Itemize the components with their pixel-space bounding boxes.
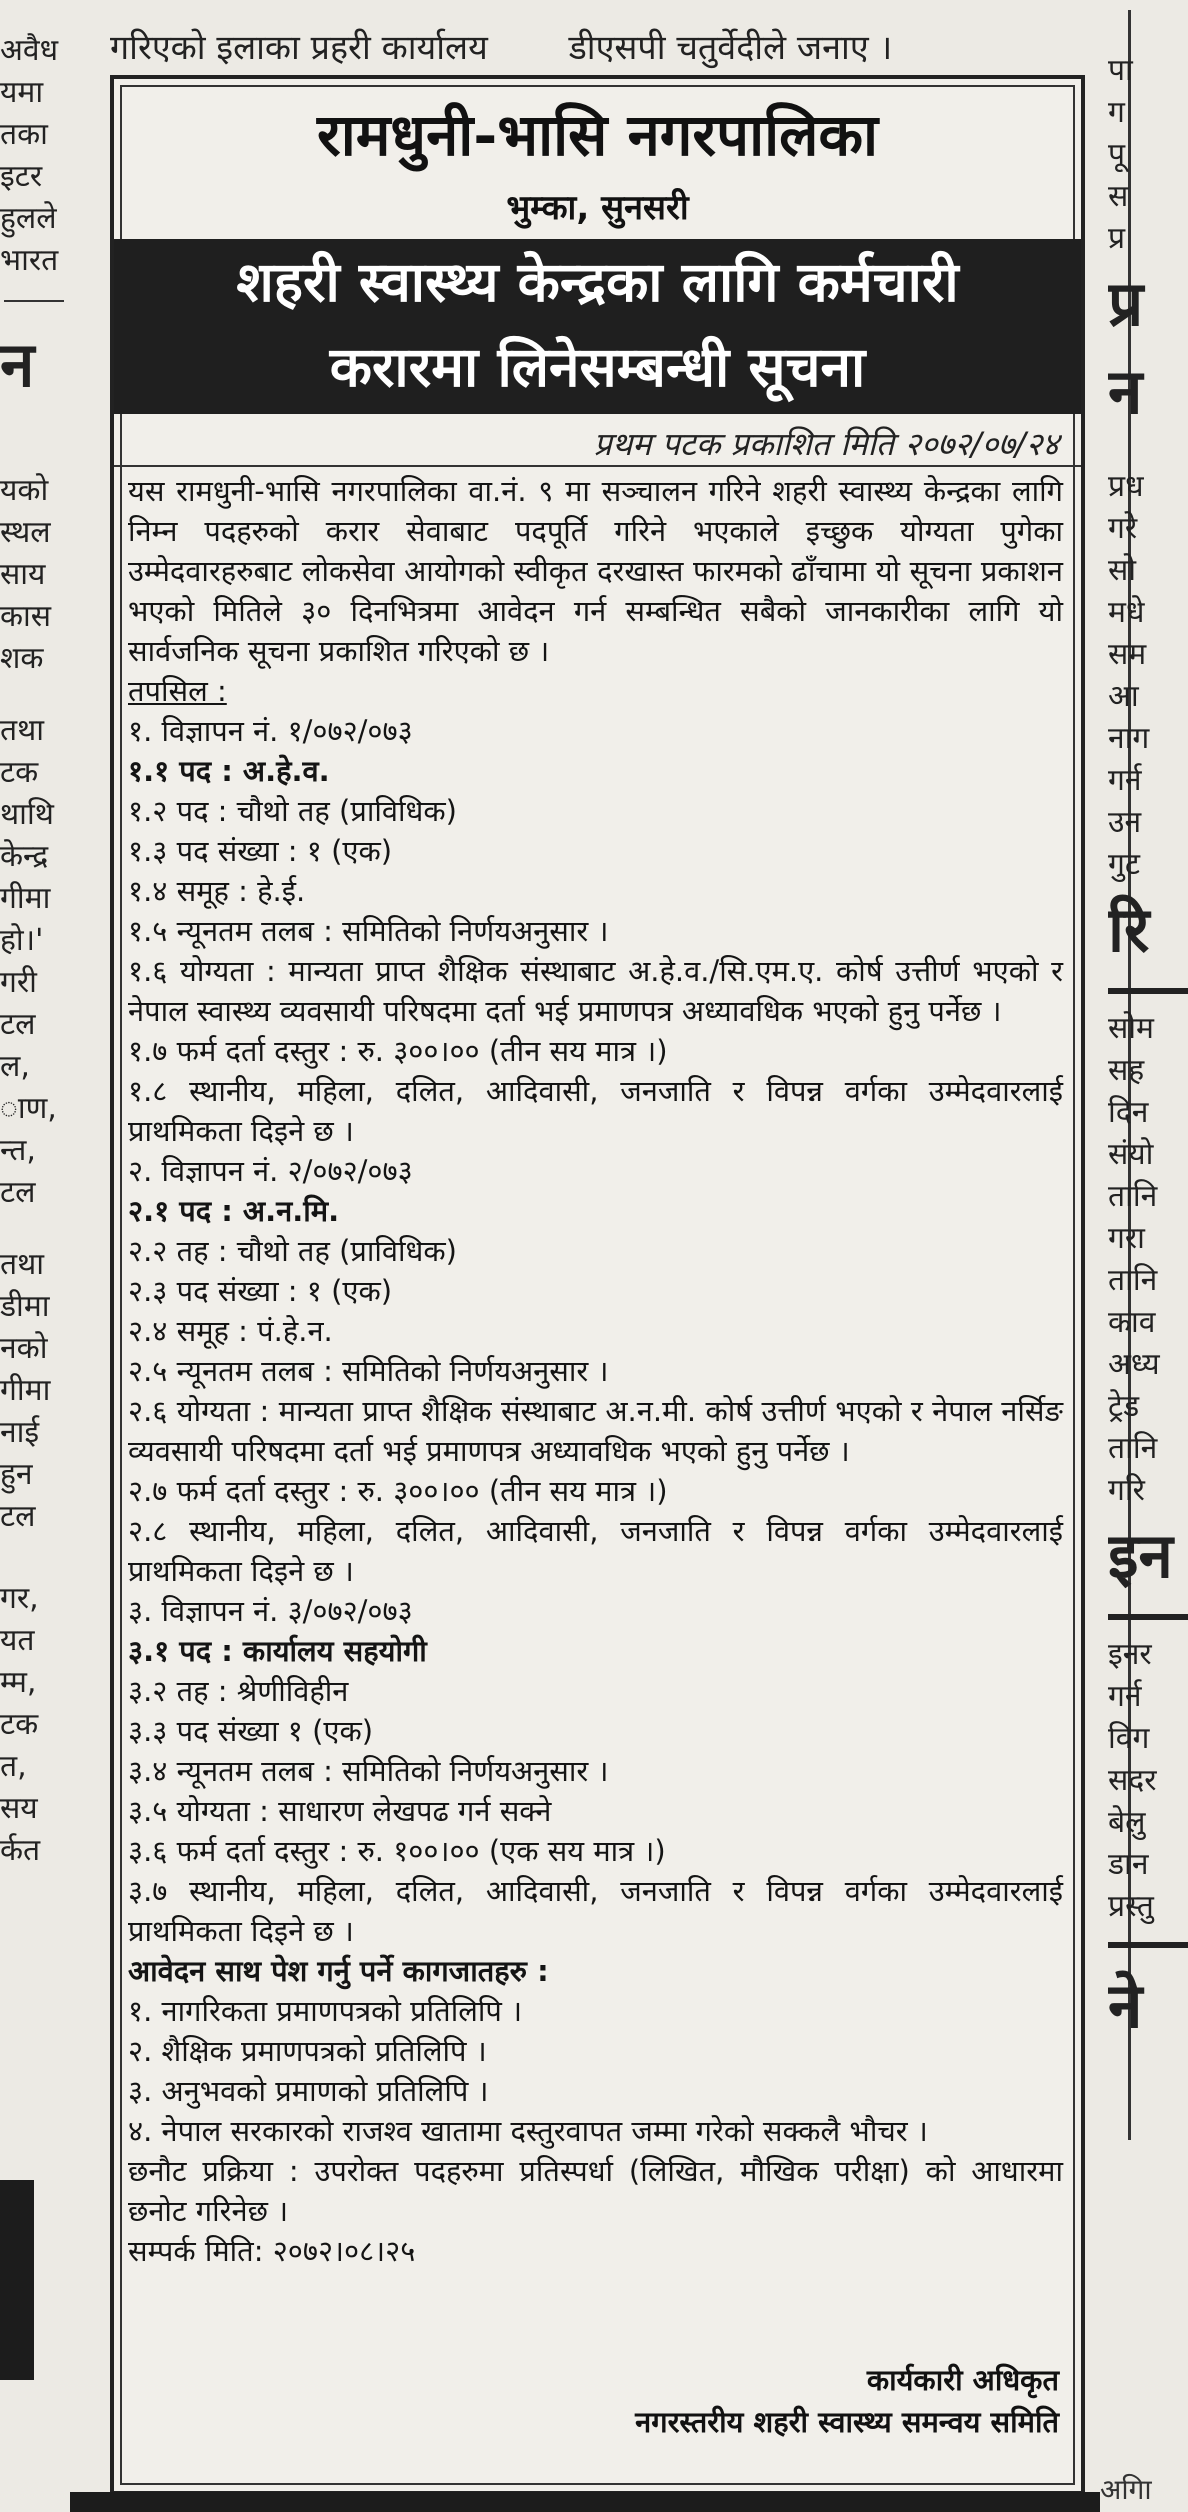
column-headline-fragment: न [0, 328, 35, 401]
ad2-priority: २.८ स्थानीय, महिला, दलित, आदिवासी, जनजाति र विपन्न वर्गका उम्मेदवारलाई प्राथमिकता दिइने छ । [128, 1514, 1063, 1588]
intro-paragraph: यस रामधुनी-भासि नगरपालिका वा.नं. ९ मा सञ्चालन गरिने शहरी स्वास्थ्य केन्द्रका लागि निम्न पदहरुको करार सेवाबाट पदपूर्ति गरिने भएकाले इच्छुक योग्यता पुगेका उम्मेदवारहरुबाट लोकसेवा आयोगको स्वीकृत दरखास्त फारमको ढाँचामा यो सूचना प्रकाशन भएको मितिले ३० दिनभित्रमा आवेदन गर्न सम्बन्धित सबैको जानकारीका लागि यो सार्वजनिक सूचना प्रकाशित गरिएको छ । [128, 474, 1063, 668]
documents-heading: आवेदन साथ पेश गर्नु पर्ने कागजातहरु : [128, 1954, 549, 1988]
column-spacer [0, 1538, 78, 1578]
column-fragment: सय [0, 1791, 38, 1826]
bottom-black-band [70, 2492, 1100, 2512]
column-fragment: तानि [1108, 1263, 1158, 1298]
published-date: प्रथम पटक प्रकाशित मिति २०७२/०७/२४ [593, 425, 1059, 463]
column-fragment: मधे [1108, 595, 1145, 630]
document-item: ४. नेपाल सरकारको राजश्व खातामा दस्तुरवापत जम्मा गरेको सक्कलै भौचर । [128, 2114, 928, 2148]
column-headline-fragment: न [1108, 355, 1143, 428]
ad3-post: ३.१ पद : कार्यालय सहयोगी [128, 1634, 427, 1668]
column-fragment: ग [1108, 95, 1125, 130]
column-fragment: गर्न [1108, 763, 1142, 798]
column-fragment: गर, [0, 1581, 39, 1616]
column-fragment: त, [0, 1749, 27, 1784]
column-fragment: नको [0, 1331, 48, 1366]
column-fragment: सो [1108, 553, 1137, 588]
signatory-org: नगरस्तरीय शहरी स्वास्थ्य समन्वय समिति [635, 2405, 1059, 2439]
document-item: १. नागरिकता प्रमाणपत्रको प्रतिलिपि । [128, 1994, 523, 2028]
column-fragment: भारत [0, 243, 59, 278]
contact-date: सम्पर्क मिति: २०७२।०८।२५ [128, 2234, 416, 2268]
adjacent-article-strip [110, 18, 1070, 78]
ad2-group: २.४ समूह : पं.हे.न. [128, 1314, 333, 1348]
column-fragment: संयो [1108, 1137, 1154, 1172]
ad2-qualification: २.६ योग्यता : मान्यता प्राप्त शैक्षिक संस्थाबाट अ.न.मी. कोर्ष उत्तीर्ण भएको र नेपाल नर्सिङ व्यवसायी परिषदमा दर्ता भई प्रमाणपत्र अध्यावधिक भएको हुनु पर्नेछ । [128, 1394, 1063, 1468]
column-fragment: तथा [0, 1247, 45, 1282]
adjacent-corner-text: अगाि [1100, 2473, 1152, 2506]
column-fragment: डान [1108, 1847, 1149, 1882]
column-headline-fragment: ने [1108, 1969, 1143, 2042]
column-fragment: टल [0, 1499, 36, 1534]
column-fragment: अध्य [1108, 1347, 1160, 1382]
column-fragment: विग [1108, 1721, 1150, 1756]
column-fragment: गरि [1108, 1473, 1145, 1508]
column-fragment: गर्न [1108, 1679, 1142, 1714]
ad1-group: १.४ समूह : हे.ई. [128, 874, 306, 908]
column-fragment: टल [0, 1175, 36, 1210]
column-fragment: स [1108, 179, 1129, 214]
notice-body [128, 471, 1063, 2268]
municipality-location: भुम्का, सुनसरी [506, 188, 689, 228]
ad1-salary: १.५ न्यूनतम तलब : समितिको निर्णयअनुसार । [128, 914, 609, 948]
column-fragment: ट्रेड [1108, 1389, 1140, 1424]
column-fragment: सह [1108, 1053, 1145, 1088]
column-fragment: टक [0, 755, 39, 790]
divider [114, 465, 1081, 467]
column-fragment: गीमा [0, 881, 51, 916]
adjacent-text: गरिएको इलाका प्रहरी कार्यालय [110, 28, 488, 68]
column-fragment: यको [0, 473, 49, 508]
notice-heading-line1: शहरी स्वास्थ्य केन्द्रका लागि कर्मचारी [236, 249, 959, 314]
ad3-number: ३. विज्ञापन नं. ३/०७२/०७३ [128, 1594, 413, 1628]
column-fragment: प्र [1108, 221, 1126, 256]
column-fragment: बेलु [1108, 1805, 1146, 1840]
column-divider [1108, 988, 1188, 994]
column-fragment: उन [1108, 805, 1142, 840]
left-black-block [0, 2180, 34, 2380]
column-fragment: साय [0, 557, 46, 592]
column-fragment: कास [0, 599, 52, 634]
column-fragment: शक [0, 641, 44, 676]
column-fragment: यत [0, 1623, 35, 1658]
signature-block [339, 2359, 1059, 2443]
column-fragment: र्कत [0, 1833, 41, 1868]
column-fragment: प्रस्तु [1108, 1889, 1154, 1924]
details-heading: तपसिल : [128, 674, 227, 708]
column-divider [1108, 1942, 1188, 1948]
column-divider [4, 300, 64, 302]
column-fragment: सम [1108, 637, 1147, 672]
column-headline-fragment: इन [1108, 1519, 1173, 1592]
column-fragment: तथा [0, 713, 45, 748]
column-fragment: हो।' [0, 923, 44, 958]
column-spacer [0, 410, 78, 470]
ad1-fee: १.७ फर्म दर्ता दस्तुर : रु. ३००।०० (तीन सय मात्र ।) [128, 1034, 668, 1068]
column-fragment: नाग [1108, 721, 1150, 756]
ad3-priority: ३.७ स्थानीय, महिला, दलित, आदिवासी, जनजाति र विपन्न वर्गका उम्मेदवारलाई प्राथमिकता दिइने छ । [128, 1874, 1063, 1948]
ad2-count: २.३ पद संख्या : १ (एक) [128, 1274, 393, 1308]
signatory-title: कार्यकारी अधिकृत [866, 2363, 1059, 2397]
column-fragment: गरी [0, 965, 37, 1000]
column-fragment: टक [0, 1707, 39, 1742]
column-fragment: सदर [1108, 1763, 1157, 1798]
column-spacer [0, 680, 78, 710]
ad1-qualification: १.६ योग्यता : मान्यता प्राप्त शैक्षिक संस्थाबाट अ.हे.व./सि.एम.ए. कोर्ष उत्तीर्ण भएको र नेपाल स्वास्थ्य व्यवसायी परिषदमा दर्ता भई प्रमाणपत्र अध्यावधिक भएको हुनु पर्नेछ । [128, 954, 1063, 1028]
ad3-level: ३.२ तह : श्रेणीविहीन [128, 1674, 349, 1708]
column-fragment: दिन [1108, 1095, 1149, 1130]
right-adjacent-column [1108, 50, 1188, 2490]
column-fragment: यमा [0, 75, 44, 110]
column-fragment: आ [1108, 679, 1139, 714]
ad2-number: २. विज्ञापन नं. २/०७२/०७३ [128, 1154, 413, 1188]
column-headline-fragment: प्र [1108, 267, 1144, 340]
column-fragment: गुट [1108, 847, 1141, 882]
ad1-level: १.२ पद : चौथो तह (प्राविधिक) [128, 794, 457, 828]
document-item: २. शैक्षिक प्रमाणपत्रको प्रतिलिपि । [128, 2034, 487, 2068]
column-fragment: हुन [0, 1457, 33, 1492]
column-fragment: प्रध [1108, 469, 1144, 504]
ad2-salary: २.५ न्यूनतम तलब : समितिको निर्णयअनुसार । [128, 1354, 609, 1388]
column-fragment: गरा [1108, 1221, 1145, 1256]
column-fragment: अवैध [0, 33, 59, 68]
notice-heading-line2: करारमा लिनेसम्बन्धी सूचना [329, 334, 866, 399]
column-fragment: नाई [0, 1415, 40, 1450]
column-fragment: थाथि [0, 797, 54, 832]
left-adjacent-column [0, 30, 78, 2330]
column-fragment: स्थल [0, 515, 51, 550]
column-fragment: ल, [0, 1049, 30, 1084]
adjacent-text: डीएसपी चतुर्वेदीले जनाए । [568, 28, 893, 68]
ad1-number: १. विज्ञापन नं. १/०७२/०७३ [128, 714, 413, 748]
ad1-priority: १.८ स्थानीय, महिला, दलित, आदिवासी, जनजाति र विपन्न वर्गका उम्मेदवारलाई प्राथमिकता दिइने छ । [128, 1074, 1063, 1148]
column-fragment: काव [1108, 1305, 1156, 1340]
column-fragment: डीमा [0, 1289, 50, 1324]
column-fragment: हुलले [0, 201, 57, 236]
column-fragment: गीमा [0, 1373, 51, 1408]
column-fragment: टल [0, 1007, 36, 1042]
recruitment-notice [110, 75, 1085, 2495]
column-fragment: केन्द्र [0, 839, 49, 874]
ad3-salary: ३.४ न्यूनतम तलब : समितिको निर्णयअनुसार । [128, 1754, 609, 1788]
ad2-level: २.२ तह : चौथो तह (प्राविधिक) [128, 1234, 457, 1268]
ad2-fee: २.७ फर्म दर्ता दस्तुर : रु. ३००।०० (तीन सय मात्र ।) [128, 1474, 668, 1508]
column-fragment: म्म, [0, 1665, 37, 1700]
column-spacer [0, 1214, 78, 1244]
selection-process: छनौट प्रक्रिया : उपरोक्त पदहरुमा प्रतिस्पर्धा (लिखित, मौखिक परीक्षा) को आधारमा छनोट गरिनेछ । [128, 2154, 1063, 2228]
column-fragment: इनर [1108, 1637, 1152, 1672]
ad2-post: २.१ पद : अ.न.मि. [128, 1194, 340, 1228]
ad3-count: ३.३ पद संख्या १ (एक) [128, 1714, 374, 1748]
column-fragment: पा [1108, 53, 1133, 88]
ad1-count: १.३ पद संख्या : १ (एक) [128, 834, 393, 868]
column-fragment: तानि [1108, 1431, 1158, 1466]
municipality-name: रामधुनी-भासि नगरपालिका [316, 101, 879, 169]
column-fragment: सोम [1108, 1011, 1154, 1046]
ad1-post: १.१ पद : अ.हे.व. [128, 754, 330, 788]
column-fragment: तानि [1108, 1179, 1158, 1214]
ad3-qualification: ३.५ योग्यता : साधारण लेखपढ गर्न सक्ने [128, 1794, 552, 1828]
column-fragment: न्त, [0, 1133, 36, 1168]
column-fragment: गरे [1108, 511, 1138, 546]
notice-heading-box [114, 239, 1081, 414]
ad3-fee: ३.६ फर्म दर्ता दस्तुर : रु. १००।०० (एक सय मात्र ।) [128, 1834, 666, 1868]
column-spacer [1108, 436, 1188, 466]
column-fragment: तका [0, 117, 48, 152]
column-fragment: ाण, [0, 1091, 57, 1126]
column-fragment: पू [1108, 137, 1126, 172]
column-fragment: इटर [0, 159, 43, 194]
column-divider [1108, 1614, 1188, 1620]
column-headline-fragment: रि [1108, 893, 1150, 966]
document-item: ३. अनुभवको प्रमाणको प्रतिलिपि । [128, 2074, 489, 2108]
